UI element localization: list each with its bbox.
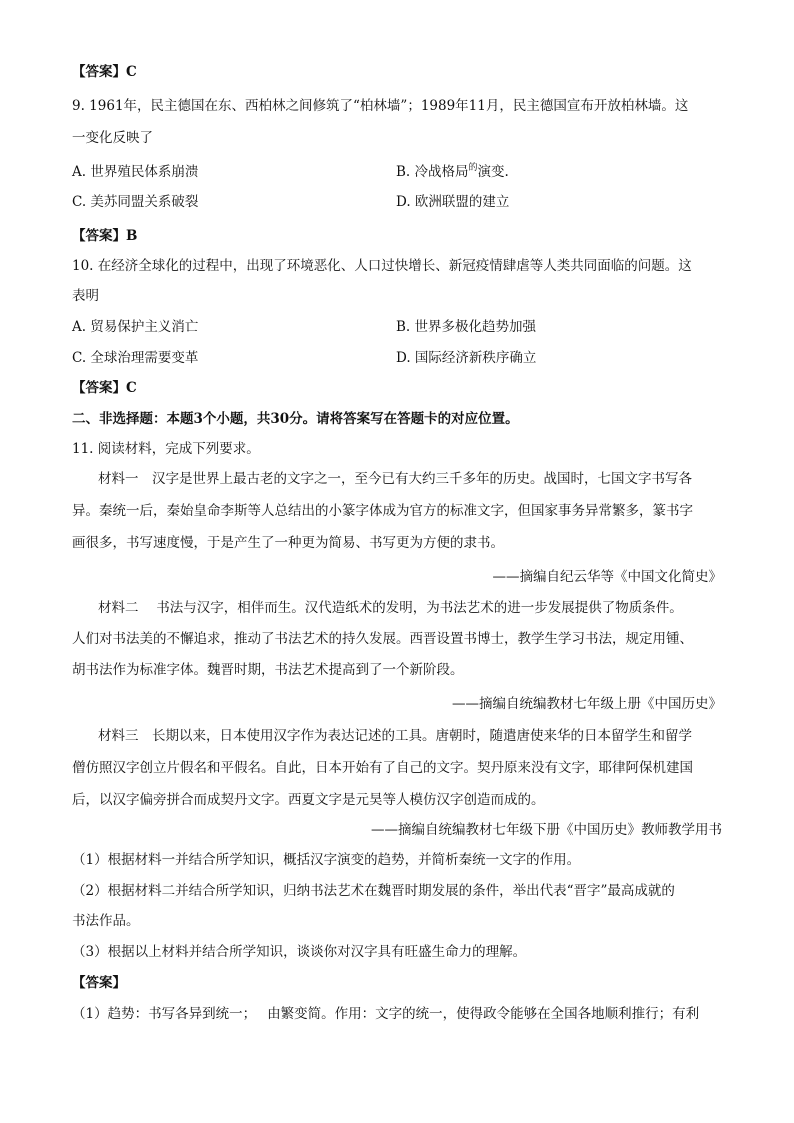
q9-option-c: C. 美苏同盟关系破裂 (72, 194, 199, 210)
q9-option-d: D. 欧洲联盟的建立 (396, 194, 510, 210)
q9-stem-line1: 9. 1961年，民主德国在东、西柏林之间修筑了“柏林墙”；1989年11月，民主德国宣布开放柏林墙。这 (72, 98, 689, 114)
material-2-line: 人们对书法美的不懈追求，推动了书法艺术的持久发展。西晋设置书博士，教学生学习书法，规定用锺、 (72, 631, 693, 647)
material-3-line: 僧仿照汉字创立片假名和平假名。自此，日本开始有了自己的文字。契丹原来没有文字，耶律阿保机建国 (72, 760, 693, 776)
q10-option-d: D. 国际经济新秩序确立 (396, 350, 537, 366)
q9-option-a: A. 世界殖民体系崩溃 (72, 164, 199, 180)
material-1-line: 画很多，书写速度慢，于是产生了一种更为简易、书写更为方便的隶书。 (72, 535, 504, 551)
q11-answer-label: 【答案】 (72, 975, 126, 991)
requirement-3: （3）根据以上材料并结合所学知识，谈谈你对汉字具有旺盛生命力的理解。 (72, 944, 527, 960)
q11-stem: 11. 阅读材料，完成下列要求。 (72, 441, 260, 457)
material-1-line: 材料一 汉字是世界上最古老的文字之一，至今已有大约三千多年的历史。战国时，七国文字书写各 (98, 471, 692, 487)
requirement-2-line2: 书法作品。 (72, 913, 140, 929)
q10-answer: 【答案】C (72, 380, 137, 396)
requirement-2-line1: （2）根据材料二并结合所学知识，归纳书法艺术在魏晋时期发展的条件，举出代表“晋字”最高成就的 (72, 883, 675, 899)
q10-stem-line1: 10. 在经济全球化的过程中，出现了环境恶化、人口过快增长、新冠疫情肆虐等人类共同面临的问题。这 (72, 258, 692, 274)
q9-option-b-pre: B. 冷战格局 (396, 164, 469, 180)
q9-stem-line2: 一变化反映了 (72, 130, 153, 146)
material-3-line: 后，以汉字偏旁拼合而成契丹文字。西夏文字是元昊等人模仿汉字创造而成的。 (72, 792, 545, 808)
q8-answer: 【答案】C (72, 64, 137, 80)
q9-answer: 【答案】B (72, 228, 138, 244)
q10-option-a: A. 贸易保护主义消亡 (72, 319, 199, 335)
material-3-source: ——摘编自统编教材七年级下册《中国历史》教师教学用书 (371, 822, 722, 838)
material-2-line: 胡书法作为标准字体。魏晋时期，书法艺术提高到了一个新阶段。 (72, 662, 464, 678)
q11-answer-line1: （1）趋势：书写各异到统一； 由繁变简。作用：文字的统一，使得政令能够在全国各地顺利推行；有利 (72, 1006, 700, 1022)
material-2-line: 材料二 书法与汉字，相伴而生。汉代造纸术的发明，为书法艺术的进一步发展提供了物质条件。 (98, 600, 683, 616)
q10-option-b: B. 世界多极化趋势加强 (396, 319, 537, 335)
q10-option-c: C. 全球治理需要变革 (72, 350, 199, 366)
material-1-line: 异。秦统一后，秦始皇命李斯等人总结出的小篆字体成为官方的标准文字，但国家事务异常繁多，篆书字 (72, 503, 693, 519)
material-1-source: ——摘编自纪云华等《中国文化简史》 (492, 569, 722, 585)
q9-option-b-post: 演变. (477, 164, 509, 180)
material-2-source: ——摘编自统编教材七年级上册《中国历史》 (452, 696, 722, 712)
requirement-1: （1）根据材料一并结合所学知识，概括汉字演变的趋势，并简析秦统一文字的作用。 (72, 852, 581, 868)
q9-option-b (396, 162, 509, 182)
q9-option-b-sup: 的 (468, 163, 478, 173)
q10-stem-line2: 表明 (72, 288, 99, 304)
material-3-line: 材料三 长期以来，日本使用汉字作为表达记述的工具。唐朝时，随遣唐使来华的日本留学生和留学 (98, 728, 692, 744)
section-2-heading: 二、非选择题：本题3个小题，共30分。请将答案写在答题卡的对应位置。 (72, 411, 519, 427)
